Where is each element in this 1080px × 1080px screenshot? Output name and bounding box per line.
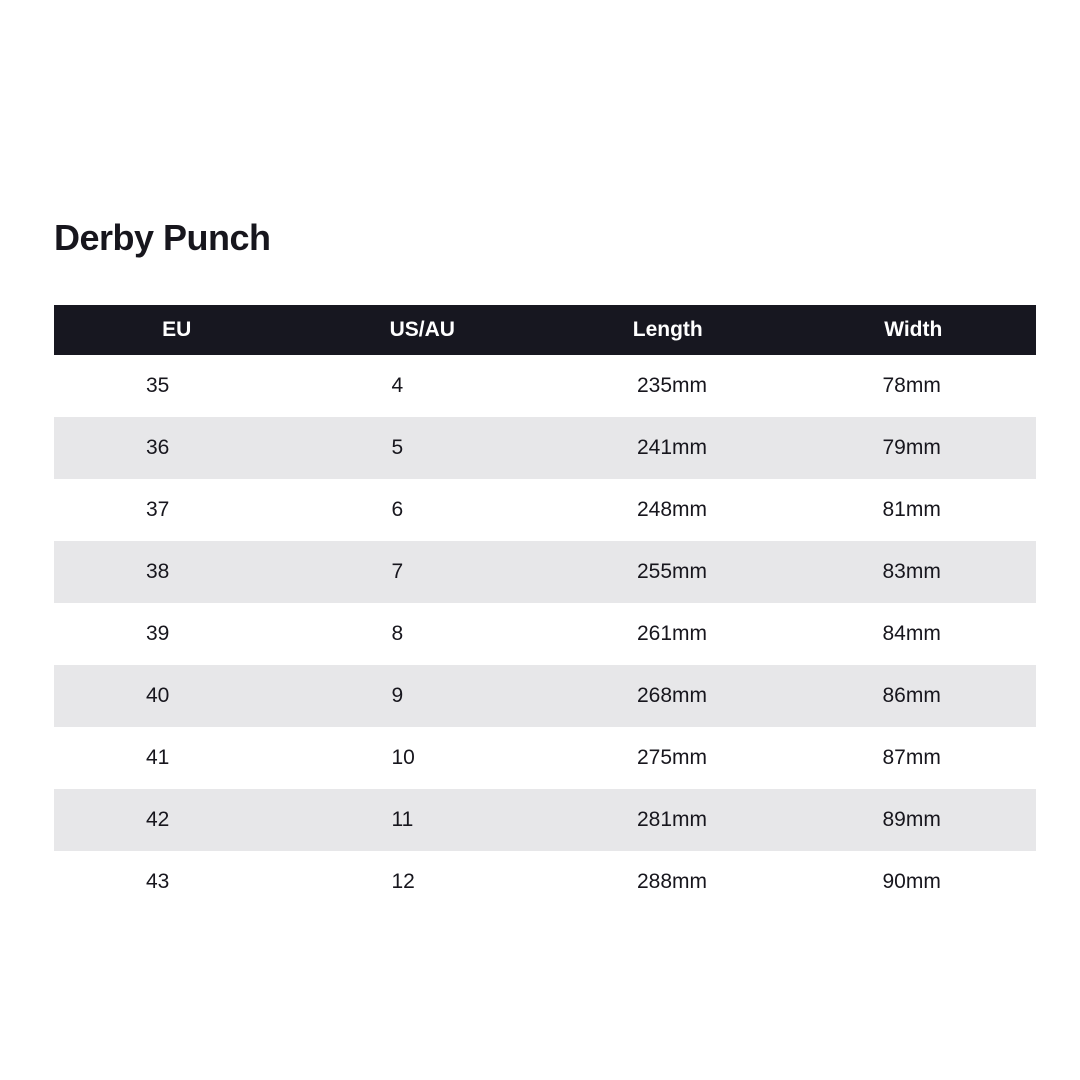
cell-eu: 40 xyxy=(146,684,170,707)
cell-eu: 38 xyxy=(146,560,170,583)
cell-length: 288mm xyxy=(637,870,708,893)
table-row xyxy=(54,603,1036,665)
table-row xyxy=(54,727,1036,789)
cell-width: 84mm xyxy=(882,622,941,645)
cell-us-au: 4 xyxy=(391,374,404,397)
cell-length: 261mm xyxy=(637,622,708,645)
header-width: Width xyxy=(884,318,943,341)
cell-width: 83mm xyxy=(882,560,941,583)
table-body xyxy=(54,355,1036,913)
table-row xyxy=(54,479,1036,541)
cell-length: 248mm xyxy=(637,498,708,521)
cell-length: 268mm xyxy=(637,684,708,707)
cell-width: 87mm xyxy=(882,746,941,769)
cell-width: 78mm xyxy=(882,374,941,397)
cell-width: 81mm xyxy=(882,498,941,521)
cell-length: 281mm xyxy=(637,808,708,831)
table-row xyxy=(54,541,1036,603)
cell-us-au: 7 xyxy=(391,560,404,583)
cell-length: 275mm xyxy=(637,746,708,769)
cell-eu: 39 xyxy=(146,622,170,645)
cell-length: 255mm xyxy=(637,560,708,583)
cell-width: 90mm xyxy=(882,870,941,893)
page-title: Derby Punch xyxy=(54,217,271,258)
table-row xyxy=(54,355,1036,417)
cell-us-au: 9 xyxy=(391,684,404,707)
cell-width: 79mm xyxy=(882,436,941,459)
cell-us-au: 5 xyxy=(391,436,404,459)
cell-us-au: 12 xyxy=(391,870,415,893)
cell-width: 86mm xyxy=(882,684,941,707)
size-chart-table xyxy=(54,305,1036,913)
cell-us-au: 11 xyxy=(391,808,414,831)
table-header-row xyxy=(54,305,1036,355)
header-length: Length xyxy=(632,318,703,341)
cell-eu: 37 xyxy=(146,498,170,521)
table-row xyxy=(54,851,1036,913)
cell-eu: 42 xyxy=(146,808,170,831)
cell-us-au: 6 xyxy=(391,498,404,521)
table-row xyxy=(54,665,1036,727)
table-row xyxy=(54,789,1036,851)
cell-length: 241mm xyxy=(637,436,708,459)
cell-eu: 36 xyxy=(146,436,170,459)
cell-length: 235mm xyxy=(637,374,708,397)
header-eu: EU xyxy=(162,318,192,341)
cell-us-au: 8 xyxy=(391,622,404,645)
cell-eu: 43 xyxy=(146,870,170,893)
cell-eu: 35 xyxy=(146,374,170,397)
table-row xyxy=(54,417,1036,479)
cell-us-au: 10 xyxy=(391,746,415,769)
table-header xyxy=(54,305,1036,355)
cell-width: 89mm xyxy=(882,808,941,831)
header-us-au: US/AU xyxy=(389,318,455,341)
cell-eu: 41 xyxy=(146,746,170,769)
